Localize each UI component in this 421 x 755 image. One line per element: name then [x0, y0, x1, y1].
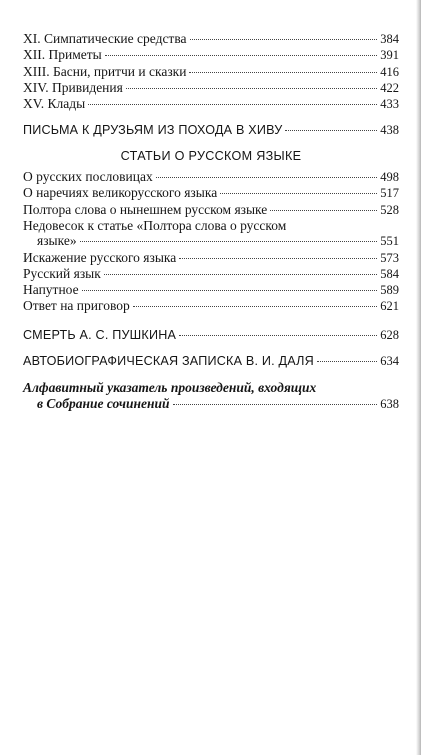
entry-title: ПИСЬМА К ДРУЗЬЯМ ИЗ ПОХОДА В ХИВУ — [23, 123, 283, 138]
entry-title-continued: в Собрание сочинений — [37, 395, 170, 411]
page-number: 384 — [380, 32, 399, 46]
page-edge-shadow — [416, 0, 421, 755]
toc-entry-addendum[interactable] — [23, 218, 399, 250]
toc-entry-pushkin[interactable] — [23, 328, 399, 343]
entry-title: XII. Приметы — [23, 47, 102, 63]
entry-title: Недовесок к статье «Полтора слова о русском — [23, 217, 287, 233]
toc-entry-proverbs[interactable] — [23, 169, 399, 185]
entry-title: СМЕРТЬ А. С. ПУШКИНА — [23, 327, 177, 342]
entry-title: Искажение русского языка — [23, 249, 177, 265]
dot-leader — [190, 39, 378, 40]
toc-entry-index[interactable] — [23, 380, 399, 412]
page-number: 517 — [380, 186, 399, 201]
entry-title: XI. Симпатические средства — [23, 31, 187, 46]
toc-entry-one-and-half-words[interactable] — [23, 202, 399, 218]
entry-title: Алфавитный указатель произведений, входящих — [23, 380, 317, 396]
page-number: 628 — [380, 327, 399, 342]
dot-leader — [220, 193, 377, 194]
page-number: 422 — [380, 80, 399, 95]
entry-title: XV. Клады — [23, 96, 86, 112]
toc-entry-distortion[interactable] — [23, 250, 399, 266]
page-number: 433 — [380, 97, 399, 112]
toc-entry-xi[interactable] — [23, 31, 399, 47]
dot-leader — [104, 274, 377, 275]
page-number: 584 — [380, 266, 399, 281]
toc-entry-naputnoe[interactable] — [23, 282, 399, 298]
entry-title: Полтора слова о нынешнем русском языке — [23, 201, 268, 217]
section-heading: СТАТЬИ О РУССКОМ ЯЗЫКЕ — [120, 148, 302, 163]
toc-entry-xiii[interactable] — [23, 64, 399, 80]
page-number: 528 — [380, 202, 399, 217]
entry-title: XIII. Басни, притчи и сказки — [23, 63, 187, 79]
dot-leader — [156, 177, 378, 178]
entry-title: Ответ на приговор — [23, 298, 130, 314]
toc-entry-dialects[interactable] — [23, 185, 399, 201]
page-number: 638 — [380, 396, 399, 411]
page-number: 621 — [380, 299, 399, 314]
entry-title: АВТОБИОГРАФИЧЕСКАЯ ЗАПИСКА В. И. ДАЛЯ — [23, 354, 314, 369]
entry-title: О наречиях великорусского языка — [23, 185, 218, 201]
toc-entry-autobiography[interactable] — [23, 354, 399, 369]
dot-leader — [88, 104, 377, 105]
entry-title-continued: языке» — [37, 233, 77, 249]
dot-leader — [270, 210, 377, 211]
page-number: 391 — [380, 48, 399, 63]
toc-entry-letters[interactable] — [23, 123, 399, 138]
page-number: 634 — [380, 354, 399, 369]
page-number: 573 — [380, 250, 399, 265]
dot-leader — [82, 290, 378, 291]
entry-title: Напутное — [23, 282, 79, 298]
toc-entry-xv[interactable] — [23, 96, 399, 112]
toc-entry-russian-language[interactable] — [23, 266, 399, 282]
dot-leader — [80, 241, 378, 242]
page-number: 416 — [380, 64, 399, 79]
toc-entry-xiv[interactable] — [23, 80, 399, 96]
dot-leader — [173, 404, 378, 405]
dot-leader — [179, 335, 377, 336]
dot-leader — [189, 72, 377, 73]
page-number: 589 — [380, 283, 399, 298]
dot-leader — [285, 130, 377, 131]
toc-entry-xii[interactable] — [23, 47, 399, 63]
toc-entry-answer[interactable] — [23, 298, 399, 314]
dot-leader — [105, 55, 378, 56]
page-number: 551 — [380, 234, 399, 249]
entry-title: Русский язык — [23, 265, 101, 281]
dot-leader — [179, 258, 377, 259]
dot-leader — [126, 88, 377, 89]
entry-title: О русских пословицах — [23, 169, 153, 185]
entry-title: XIV. Привидения — [23, 79, 123, 95]
dot-leader — [133, 306, 378, 307]
dot-leader — [317, 361, 377, 362]
page-number: 498 — [380, 170, 399, 185]
table-of-contents — [23, 31, 399, 412]
page-number: 438 — [380, 123, 399, 138]
